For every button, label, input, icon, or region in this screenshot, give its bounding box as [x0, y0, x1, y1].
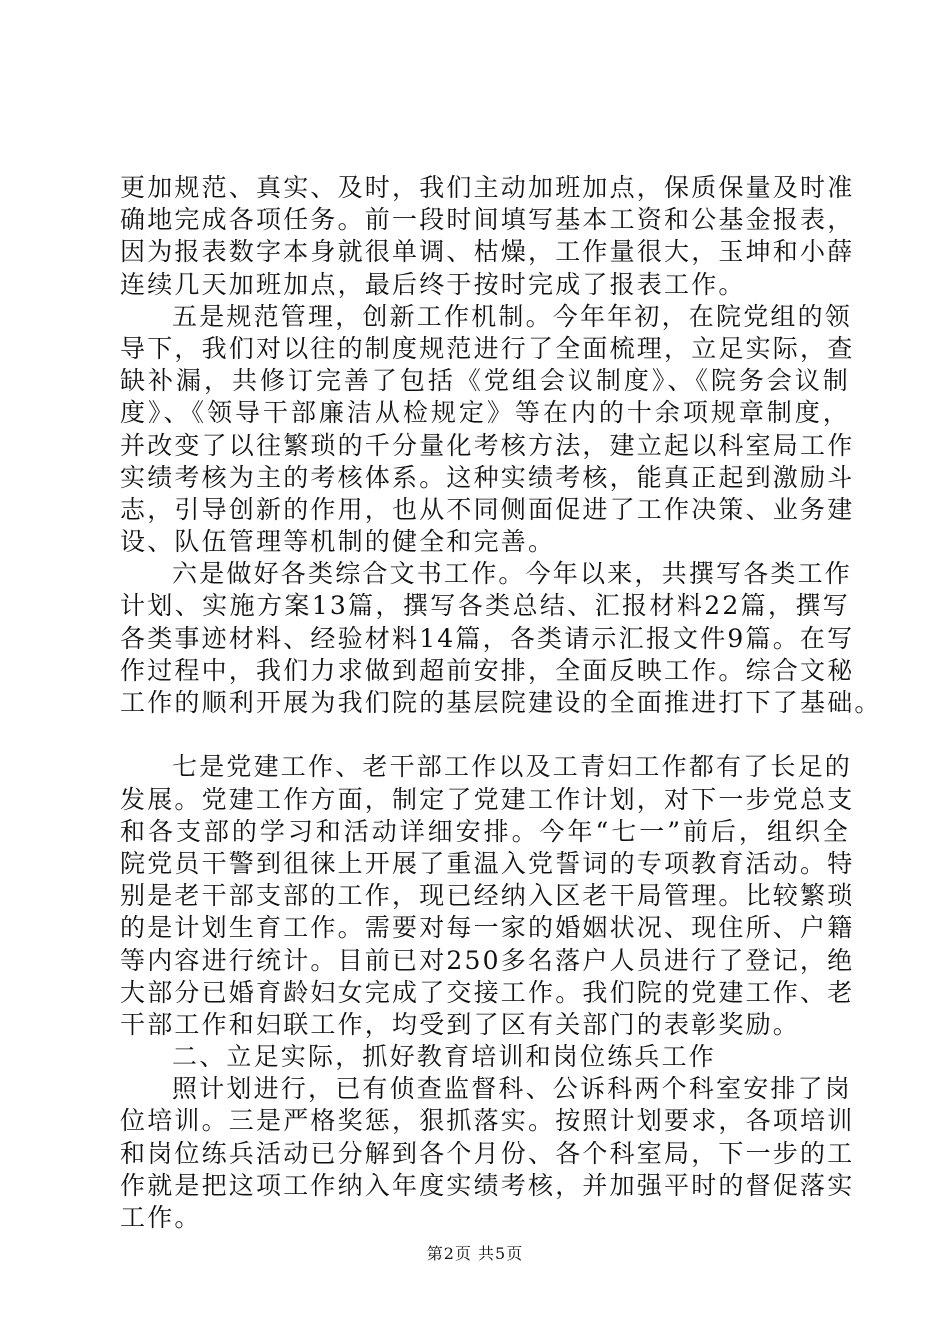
body-line: 因为报表数字本身就很单调、枯燥，工作量很大，玉坤和小薛 [120, 237, 855, 267]
body-line: 等内容进行统计。目前已对250多名落户人员进行了登记，绝 [120, 945, 855, 975]
body-line: 院党员干警到徂徕上开展了重温入党誓词的专项教育活动。特 [120, 848, 855, 878]
paragraph-start-line: 六是做好各类综合文书工作。今年以来，共撰写各类工作 [172, 559, 853, 589]
body-line: 工作的顺利开展为我们院的基层院建设的全面推进打下了基础。 [120, 688, 882, 717]
document-body [120, 172, 882, 1234]
body-line: 设、队伍管理等机制的健全和完善。 [120, 527, 556, 557]
body-line: 发展。党建工作方面，制定了党建工作计划，对下一步党总支 [120, 784, 855, 814]
body-line: 缺补漏，共修订完善了包括《党组会议制度》、《院务会议制 [120, 366, 850, 396]
body-line: 志，引导创新的作用，也从不同侧面促进了工作决策、业务建 [120, 494, 855, 524]
body-line: 更加规范、真实、及时，我们主动加班加点，保质保量及时准 [120, 173, 855, 202]
page-number-footer: 第2页 共5页 [426, 1244, 524, 1263]
body-line: 实绩考核为主的考核体系。这种实绩考核，能真正起到激励斗 [120, 462, 855, 492]
paragraph-start-line: 照计划进行，已有侦查监督科、公诉科两个科室安排了岗 [172, 1074, 853, 1104]
paragraph-gap [120, 719, 850, 751]
body-line: 并改变了以往繁琐的千分量化考核方法，建立起以科室局工作 [120, 430, 855, 460]
paragraph-start-line: 七是党建工作、老干部工作以及工青妇工作都有了长足的 [172, 752, 853, 782]
body-line: 大部分已婚育龄妇女完成了交接工作。我们院的党建工作、老 [120, 977, 855, 1007]
body-line: 工作。 [120, 1203, 202, 1232]
body-line: 位培训。三是严格奖惩，狠抓落实。按照计划要求，各项培训 [120, 1106, 855, 1136]
section-heading: 二、立足实际，抓好教育培训和岗位练兵工作 [172, 1042, 717, 1072]
body-line: 度》、《领导干部廉洁从检规定》等在内的十余项规章制度， [120, 398, 850, 428]
body-line: 和各支部的学习和活动详细安排。今年“七一”前后，组织全 [120, 816, 850, 846]
body-line: 作就是把这项工作纳入年度实绩考核，并加强平时的督促落实 [120, 1170, 855, 1200]
body-line: 干部工作和妇联工作，均受到了区有关部门的表彰奖励。 [120, 1009, 801, 1039]
body-line: 的是计划生育工作。需要对每一家的婚姻状况、现住所、户籍 [120, 913, 855, 943]
body-line: 别是老干部支部的工作，现已经纳入区老干局管理。比较繁琐 [120, 881, 855, 911]
body-line: 确地完成各项任务。前一段时间填写基本工资和公基金报表， [120, 205, 855, 235]
body-line: 和岗位练兵活动已分解到各个月份、各个科室局，下一步的工 [120, 1138, 855, 1168]
body-line: 导下，我们对以往的制度规范进行了全面梳理，立足实际，查 [120, 333, 855, 363]
body-line: 作过程中，我们力求做到超前安排，全面反映工作。综合文秘 [120, 655, 855, 685]
body-line: 各类事迹材料、经验材料14篇，各类请示汇报文件9篇。在写 [120, 623, 855, 653]
body-line: 计划、实施方案13篇，撰写各类总结、汇报材料22篇，撰写 [120, 591, 850, 621]
paragraph-start-line: 五是规范管理，创新工作机制。今年年初，在院党组的领 [172, 301, 853, 331]
body-line: 连续几天加班加点，最后终于按时完成了报表工作。 [120, 269, 746, 299]
